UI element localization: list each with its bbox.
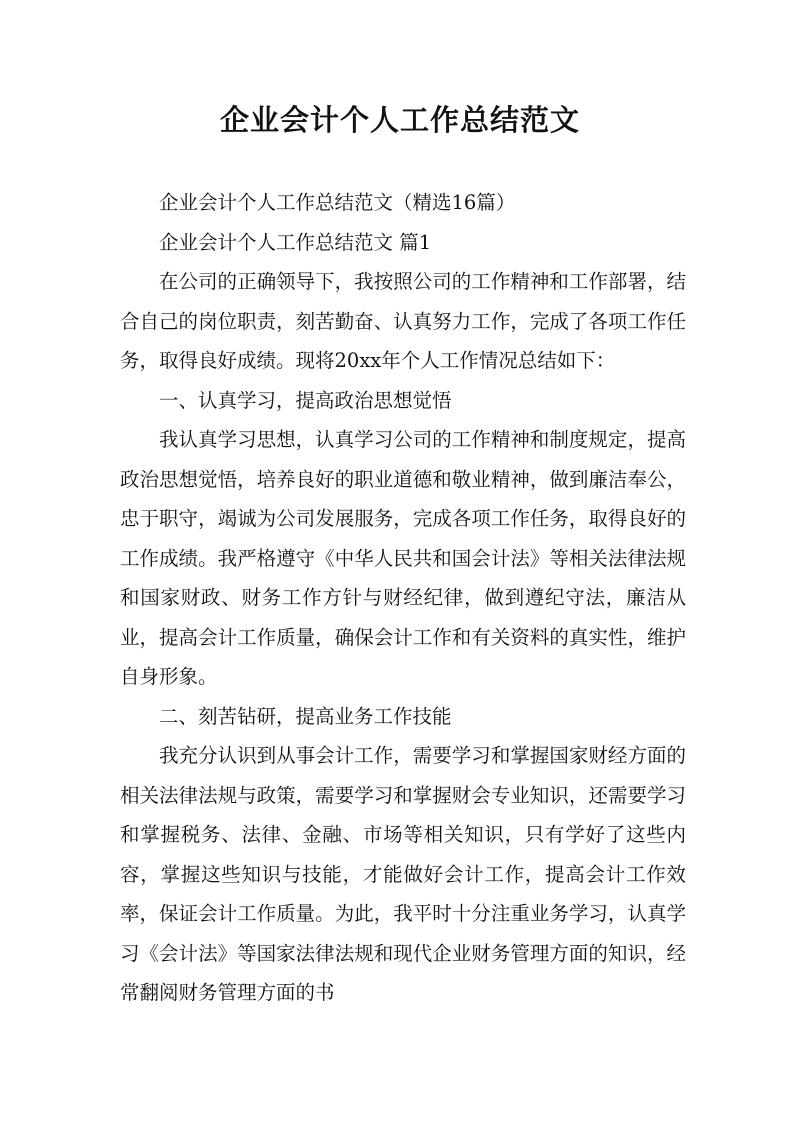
body-paragraph-1: 我认真学习思想，认真学习公司的工作精神和制度规定，提高政治思想觉悟，培养良好的职业道德和敬业精神，做到廉洁奉公，忠于职守，竭诚为公司发展服务，完成各项工作任务，取得良好的工作成绩。我严格遵守《中华人民共和国会计法》等相关法律法规和国家财政、财务工作方针与财经纪律，做到遵纪守法，廉洁从业，提高会计工作质量，确保会计工作和有关资料的真实性，维护自身形象。 [120,428,686,688]
document-title: 企业会计个人工作总结范文 [219,103,580,137]
document-body [120,183,686,1013]
section-label-paragraph: 企业会计个人工作总结范文 篇1 [159,230,432,254]
heading-paragraph-2: 二、刻苦钻研，提高业务工作技能 [159,704,452,728]
intro-paragraph: 在公司的正确领导下，我按照公司的工作精神和工作部署，结合自己的岗位职责，刻苦勤奋、认真努力工作，完成了各项工作任务，取得良好成绩。现将20xx年个人工作情况总结如下： [120,270,686,372]
heading-paragraph-1: 一、认真学习，提高政治思想觉悟 [159,388,452,412]
body-paragraph-2: 我充分认识到从事会计工作，需要学习和掌握国家财经方面的相关法律法规与政策，需要学习和掌握财会专业知识，还需要学习和掌握税务、法律、金融、市场等相关知识，只有学好了这些内容，掌握这些知识与技能，才能做好会计工作，提高会计工作效率，保证会计工作质量。为此，我平时十分注重业务学习，认真学习《会计法》等国家法律法规和现代企业财务管理方面的知识，经常翻阅财务管理方面的书 [120,744,686,1004]
subtitle-paragraph: 企业会计个人工作总结范文（精选16篇） [159,191,516,214]
